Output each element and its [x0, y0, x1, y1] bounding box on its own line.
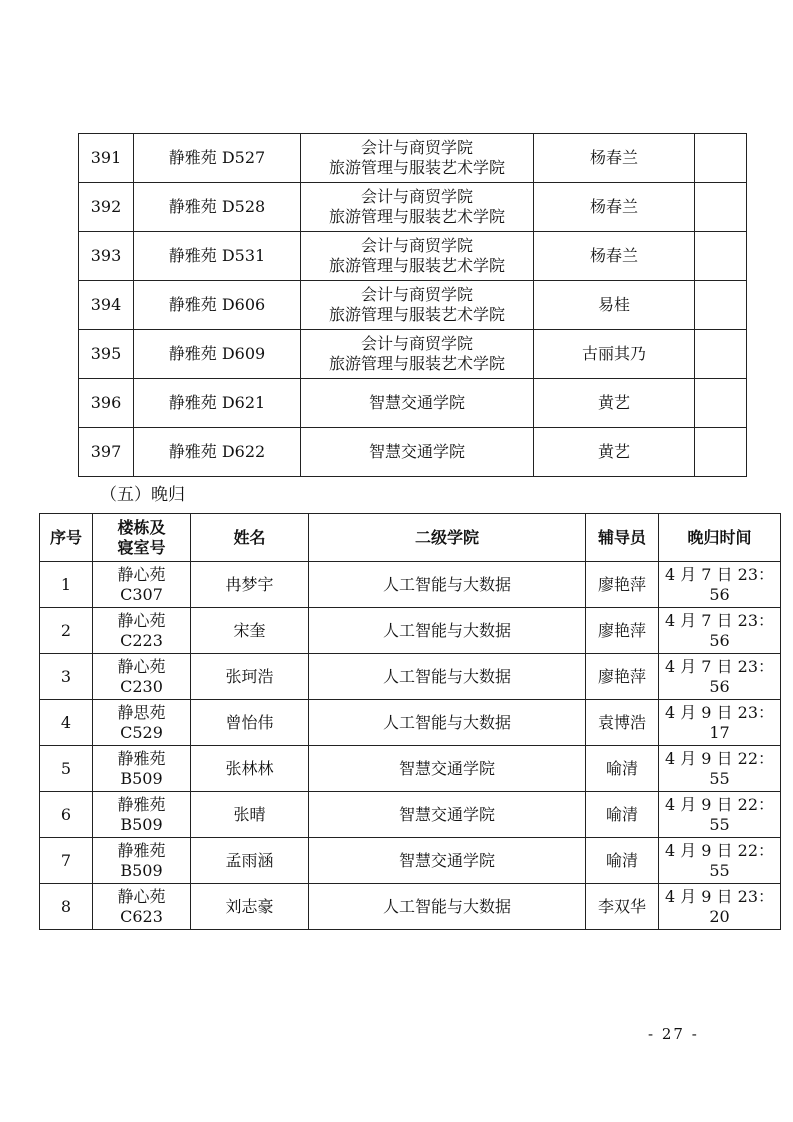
table-row	[79, 428, 747, 477]
row-number: 394	[79, 281, 134, 330]
counselor-cell: 杨春兰	[534, 232, 695, 281]
counselor-cell: 李双华	[586, 884, 659, 930]
row-number: 2	[40, 608, 93, 654]
time-cell: 4 月 7 日 23：56	[659, 608, 781, 654]
table-row	[40, 608, 781, 654]
counselor-cell: 廖艳萍	[586, 654, 659, 700]
room-cell: 静心苑 C307	[93, 562, 191, 608]
room-cell: 静雅苑 D609	[134, 330, 301, 379]
time-cell: 4 月 9 日 22：55	[659, 746, 781, 792]
extra-cell	[695, 134, 747, 183]
time-cell: 4 月 9 日 22：55	[659, 838, 781, 884]
counselor-cell: 古丽其乃	[534, 330, 695, 379]
time-cell: 4 月 9 日 23：17	[659, 700, 781, 746]
header-room: 楼栋及 寝室号	[93, 514, 191, 562]
row-number: 396	[79, 379, 134, 428]
college-cell: 智慧交通学院	[309, 838, 586, 884]
row-number: 7	[40, 838, 93, 884]
row-number: 391	[79, 134, 134, 183]
page-number: - 27 -	[648, 1025, 699, 1043]
name-cell: 孟雨涵	[191, 838, 309, 884]
table-row	[40, 792, 781, 838]
counselor-cell: 喻清	[586, 792, 659, 838]
section-title: （五）晚归	[100, 485, 185, 505]
row-number: 5	[40, 746, 93, 792]
college-cell: 会计与商贸学院 旅游管理与服装艺术学院	[301, 281, 534, 330]
room-cell: 静雅苑 B509	[93, 838, 191, 884]
table-row	[40, 838, 781, 884]
room-cell: 静心苑 C623	[93, 884, 191, 930]
row-number: 397	[79, 428, 134, 477]
extra-cell	[695, 183, 747, 232]
college-cell: 人工智能与大数据	[309, 884, 586, 930]
counselor-cell: 杨春兰	[534, 183, 695, 232]
college-cell: 会计与商贸学院 旅游管理与服装艺术学院	[301, 232, 534, 281]
college-cell: 智慧交通学院	[309, 746, 586, 792]
table-row	[79, 183, 747, 232]
counselor-cell: 廖艳萍	[586, 608, 659, 654]
row-number: 8	[40, 884, 93, 930]
room-cell: 静心苑 C230	[93, 654, 191, 700]
name-cell: 张珂浩	[191, 654, 309, 700]
extra-cell	[695, 232, 747, 281]
college-cell: 会计与商贸学院 旅游管理与服装艺术学院	[301, 330, 534, 379]
header-no: 序号	[40, 514, 93, 562]
row-number: 6	[40, 792, 93, 838]
table-row	[40, 654, 781, 700]
name-cell: 刘志豪	[191, 884, 309, 930]
college-cell: 智慧交通学院	[301, 428, 534, 477]
time-cell: 4 月 7 日 23：56	[659, 562, 781, 608]
row-number: 393	[79, 232, 134, 281]
room-cell: 静雅苑 D528	[134, 183, 301, 232]
room-cell: 静雅苑 B509	[93, 746, 191, 792]
time-cell: 4 月 9 日 23：20	[659, 884, 781, 930]
table-row	[40, 562, 781, 608]
college-cell: 人工智能与大数据	[309, 654, 586, 700]
room-cell: 静雅苑 D527	[134, 134, 301, 183]
row-number: 395	[79, 330, 134, 379]
room-cell: 静思苑 C529	[93, 700, 191, 746]
name-cell: 冉梦宇	[191, 562, 309, 608]
room-cell: 静雅苑 D606	[134, 281, 301, 330]
table-row	[79, 134, 747, 183]
college-cell: 人工智能与大数据	[309, 608, 586, 654]
table-row	[40, 746, 781, 792]
time-cell: 4 月 7 日 23：56	[659, 654, 781, 700]
college-cell: 智慧交通学院	[301, 379, 534, 428]
row-number: 4	[40, 700, 93, 746]
college-cell: 会计与商贸学院 旅游管理与服装艺术学院	[301, 183, 534, 232]
extra-cell	[695, 428, 747, 477]
college-cell: 人工智能与大数据	[309, 700, 586, 746]
dormitory-list-table	[78, 133, 747, 477]
name-cell: 宋奎	[191, 608, 309, 654]
table-header-row	[40, 514, 781, 562]
header-college: 二级学院	[309, 514, 586, 562]
room-cell: 静雅苑 D621	[134, 379, 301, 428]
counselor-cell: 杨春兰	[534, 134, 695, 183]
row-number: 3	[40, 654, 93, 700]
college-cell: 会计与商贸学院 旅游管理与服装艺术学院	[301, 134, 534, 183]
name-cell: 张晴	[191, 792, 309, 838]
row-number: 392	[79, 183, 134, 232]
late-return-table	[39, 513, 781, 930]
table-row	[40, 700, 781, 746]
header-name: 姓名	[191, 514, 309, 562]
table-row	[40, 884, 781, 930]
room-cell: 静心苑 C223	[93, 608, 191, 654]
counselor-cell: 喻清	[586, 746, 659, 792]
header-time: 晚归时间	[659, 514, 781, 562]
extra-cell	[695, 379, 747, 428]
table-row	[79, 379, 747, 428]
extra-cell	[695, 330, 747, 379]
table-row	[79, 281, 747, 330]
name-cell: 张林林	[191, 746, 309, 792]
counselor-cell: 易桂	[534, 281, 695, 330]
room-cell: 静雅苑 B509	[93, 792, 191, 838]
table-row	[79, 330, 747, 379]
time-cell: 4 月 9 日 22：55	[659, 792, 781, 838]
counselor-cell: 喻清	[586, 838, 659, 884]
table-row	[79, 232, 747, 281]
counselor-cell: 袁博浩	[586, 700, 659, 746]
college-cell: 智慧交通学院	[309, 792, 586, 838]
college-cell: 人工智能与大数据	[309, 562, 586, 608]
room-cell: 静雅苑 D531	[134, 232, 301, 281]
counselor-cell: 黄艺	[534, 379, 695, 428]
name-cell: 曾怡伟	[191, 700, 309, 746]
header-counselor: 辅导员	[586, 514, 659, 562]
counselor-cell: 黄艺	[534, 428, 695, 477]
extra-cell	[695, 281, 747, 330]
counselor-cell: 廖艳萍	[586, 562, 659, 608]
row-number: 1	[40, 562, 93, 608]
room-cell: 静雅苑 D622	[134, 428, 301, 477]
